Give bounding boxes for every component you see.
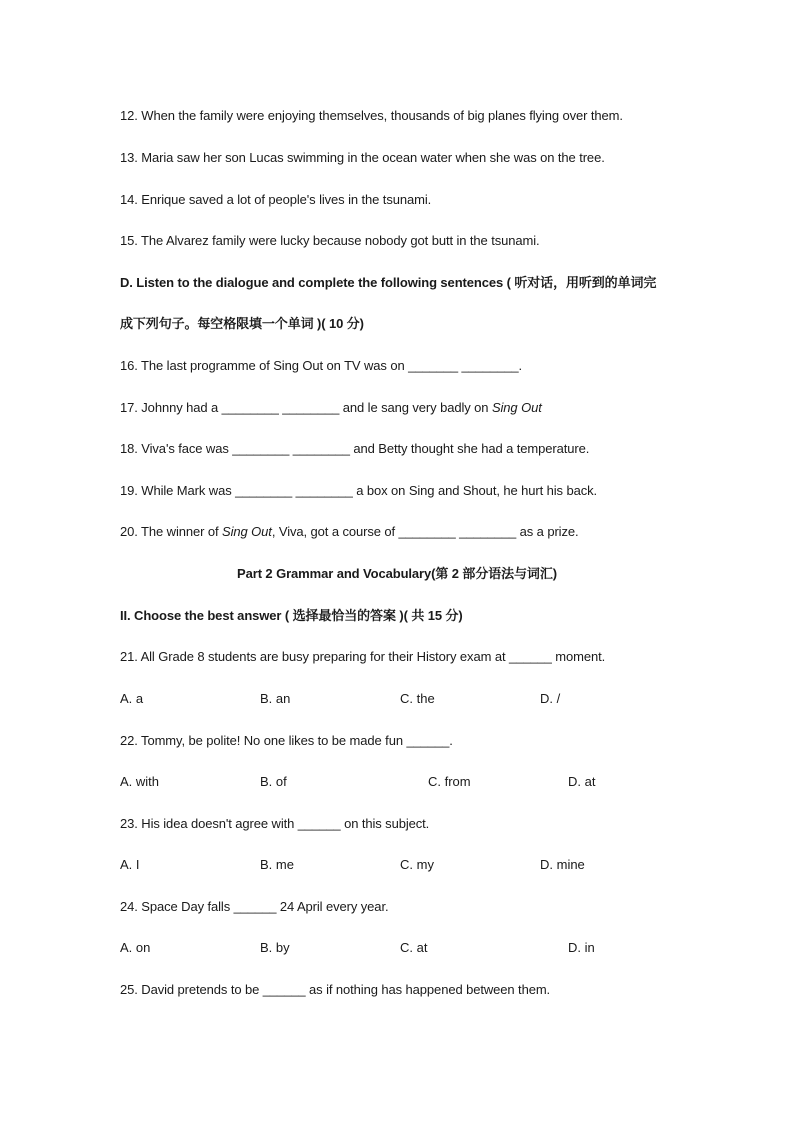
question-25: 25. David pretends to be ______ as if nothing has happened between them.	[120, 982, 551, 997]
question-23: 23. His idea doesn't agree with ______ on this subject.	[120, 816, 430, 831]
section-d-heading-line2: 成下列句子。每空格限填一个单词 )( 10 分)	[120, 316, 364, 331]
question-15: 15. The Alvarez family were lucky because nobody got butt in the tsunami.	[120, 233, 540, 248]
q21-option-d: D. /	[540, 691, 561, 706]
question-14: 14. Enrique saved a lot of people's lives in the tsunami.	[120, 192, 432, 207]
q24-option-a: A. on	[120, 940, 151, 955]
q24-option-b: B. by	[260, 940, 290, 955]
question-17-italic: Sing Out	[491, 400, 542, 415]
question-17	[120, 399, 542, 417]
question-18: 18. Viva's face was ________ ________ and Betty thought she had a temperature.	[120, 441, 590, 456]
q24-option-c: C. at	[400, 940, 428, 955]
question-13: 13. Maria saw her son Lucas swimming in the ocean water when she was on the tree.	[120, 150, 605, 165]
question-24: 24. Space Day falls ______ 24 April every year.	[120, 899, 389, 914]
q23-option-b: B. me	[260, 857, 294, 872]
question-16: 16. The last programme of Sing Out on TV was on _______ ________.	[120, 358, 523, 373]
question-20-text-c: , Viva, got a course of ________ ________ as a prize.	[271, 524, 579, 539]
section-ii-heading: II. Choose the best answer ( 选择最恰当的答案 )( 共 15 分)	[120, 608, 463, 623]
q22-option-b: B. of	[260, 774, 287, 789]
q21-option-c: C. the	[400, 691, 435, 706]
question-19: 19. While Mark was ________ ________ a box on Sing and Shout, he hurt his back.	[120, 483, 598, 498]
question-21: 21. All Grade 8 students are busy preparing for their History exam at ______ moment.	[120, 649, 606, 664]
section-d-heading-line1: D. Listen to the dialogue and complete the following sentences ( 听对话，用听到的单词完	[120, 275, 657, 290]
question-20	[120, 523, 579, 541]
question-17-text: 17. Johnny had a ________ ________ and le sang very badly on	[120, 400, 492, 415]
part-2-heading: Part 2 Grammar and Vocabulary(第 2 部分语法与词汇)	[237, 566, 557, 581]
q22-option-a: A. with	[120, 774, 160, 789]
q21-option-a: A. a	[120, 691, 144, 706]
q22-option-d: D. at	[568, 774, 596, 789]
question-20-text-a: 20. The winner of	[120, 524, 223, 539]
q24-option-d: D. in	[568, 940, 595, 955]
q21-option-b: B. an	[260, 691, 291, 706]
question-20-italic: Sing Out	[222, 524, 272, 539]
q22-option-c: C. from	[428, 774, 471, 789]
q23-option-d: D. mine	[540, 857, 585, 872]
question-12: 12. When the family were enjoying themselves, thousands of big planes flying over them.	[120, 108, 623, 123]
q23-option-a: A. I	[120, 857, 140, 872]
q23-option-c: C. my	[400, 857, 434, 872]
question-22: 22. Tommy, be polite! No one likes to be made fun ______.	[120, 733, 453, 748]
